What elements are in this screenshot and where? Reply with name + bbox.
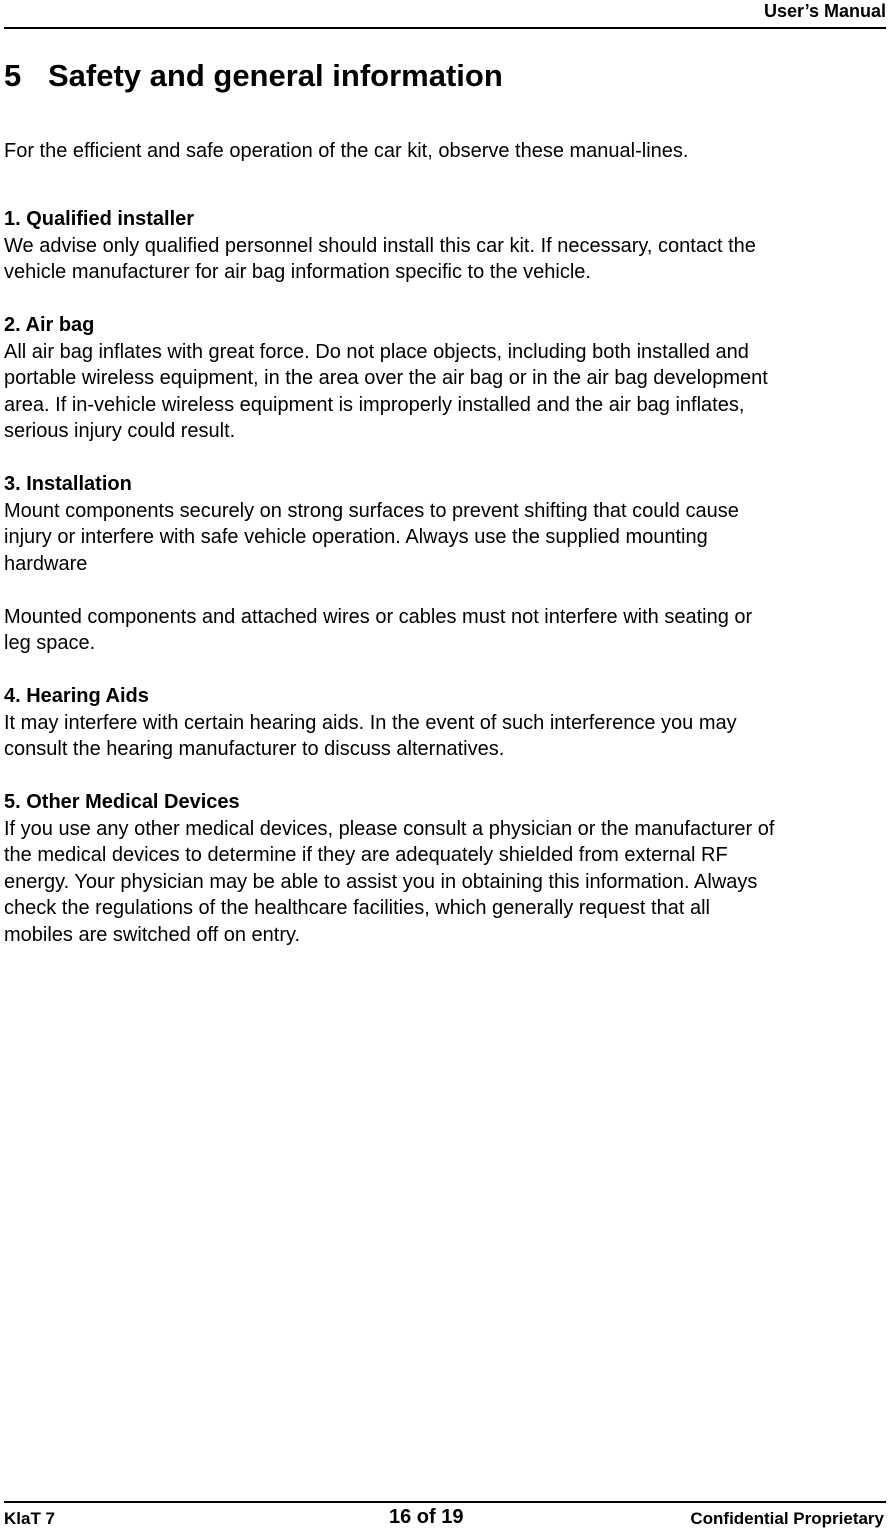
footer-page-number: 16 of 19 bbox=[389, 1506, 464, 1528]
section-paragraph bbox=[4, 233, 888, 286]
text-line: Mount components securely on strong surfaces to prevent shifting that could cause bbox=[4, 499, 739, 522]
text-line: area. If in-vehicle wireless equipment is improperly installed and the air bag inflates, bbox=[4, 393, 745, 416]
text-line: injury or interfere with safe vehicle operation. Always use the supplied mounting bbox=[4, 526, 708, 548]
text-line: energy. Your physician may be able to assist you in obtaining this information. Always bbox=[4, 870, 758, 893]
section-block bbox=[4, 471, 888, 657]
section-paragraph bbox=[4, 498, 888, 578]
section-block bbox=[4, 789, 888, 948]
section-paragraph bbox=[4, 604, 888, 657]
page-heading bbox=[4, 56, 503, 96]
text-line: consult the hearing manufacturer to discuss alternatives. bbox=[4, 738, 505, 760]
section-block bbox=[4, 683, 888, 763]
section-title: 1. Qualified installer bbox=[4, 208, 195, 230]
section-number: 5 bbox=[4, 58, 22, 93]
header-divider bbox=[4, 27, 886, 29]
intro-text: For the efficient and safe operation of the car kit, observe these manual-lines. bbox=[4, 140, 689, 162]
text-line: vehicle manufacturer for air bag information specific to the vehicle. bbox=[4, 261, 591, 283]
safety-sections bbox=[4, 206, 888, 975]
page-footer bbox=[4, 1508, 884, 1530]
header-manual-title: User’s Manual bbox=[763, 1, 886, 21]
text-line: check the regulations of the healthcare facilities, which generally request that all bbox=[4, 897, 710, 919]
section-title: 2. Air bag bbox=[4, 314, 95, 336]
section-title: 4. Hearing Aids bbox=[4, 685, 149, 707]
text-line: leg space. bbox=[4, 632, 96, 654]
text-line: If you use any other medical devices, please consult a physician or the manufacturer of bbox=[4, 817, 775, 840]
text-line: We advise only qualified personnel should install this car kit. If necessary, contact the bbox=[4, 234, 756, 257]
text-line: All air bag inflates with great force. Do not place objects, including both installed and bbox=[4, 340, 749, 363]
footer-product: KlaT 7 bbox=[4, 1509, 56, 1528]
text-line: the medical devices to determine if they are adequately shielded from external RF bbox=[4, 844, 728, 866]
section-paragraph bbox=[4, 816, 888, 949]
text-line: It may interfere with certain hearing aids. In the event of such interference you may bbox=[4, 711, 737, 734]
section-paragraph bbox=[4, 710, 888, 763]
text-line: Mounted components and attached wires or cables must not interfere with seating or bbox=[4, 605, 753, 628]
footer-classification: Confidential Proprietary bbox=[690, 1509, 884, 1528]
section-title: 3. Installation bbox=[4, 473, 132, 495]
section-paragraph bbox=[4, 339, 888, 445]
text-line: serious injury could result. bbox=[4, 420, 236, 442]
text-line: mobiles are switched off on entry. bbox=[4, 923, 301, 946]
text-line: portable wireless equipment, in the area over the air bag or in the air bag development bbox=[4, 367, 768, 389]
text-line: hardware bbox=[4, 552, 88, 575]
section-title: 5. Other Medical Devices bbox=[4, 791, 240, 813]
section-block bbox=[4, 206, 888, 286]
footer-divider bbox=[4, 1501, 886, 1503]
page-title: Safety and general information bbox=[48, 58, 503, 93]
section-block bbox=[4, 312, 888, 445]
